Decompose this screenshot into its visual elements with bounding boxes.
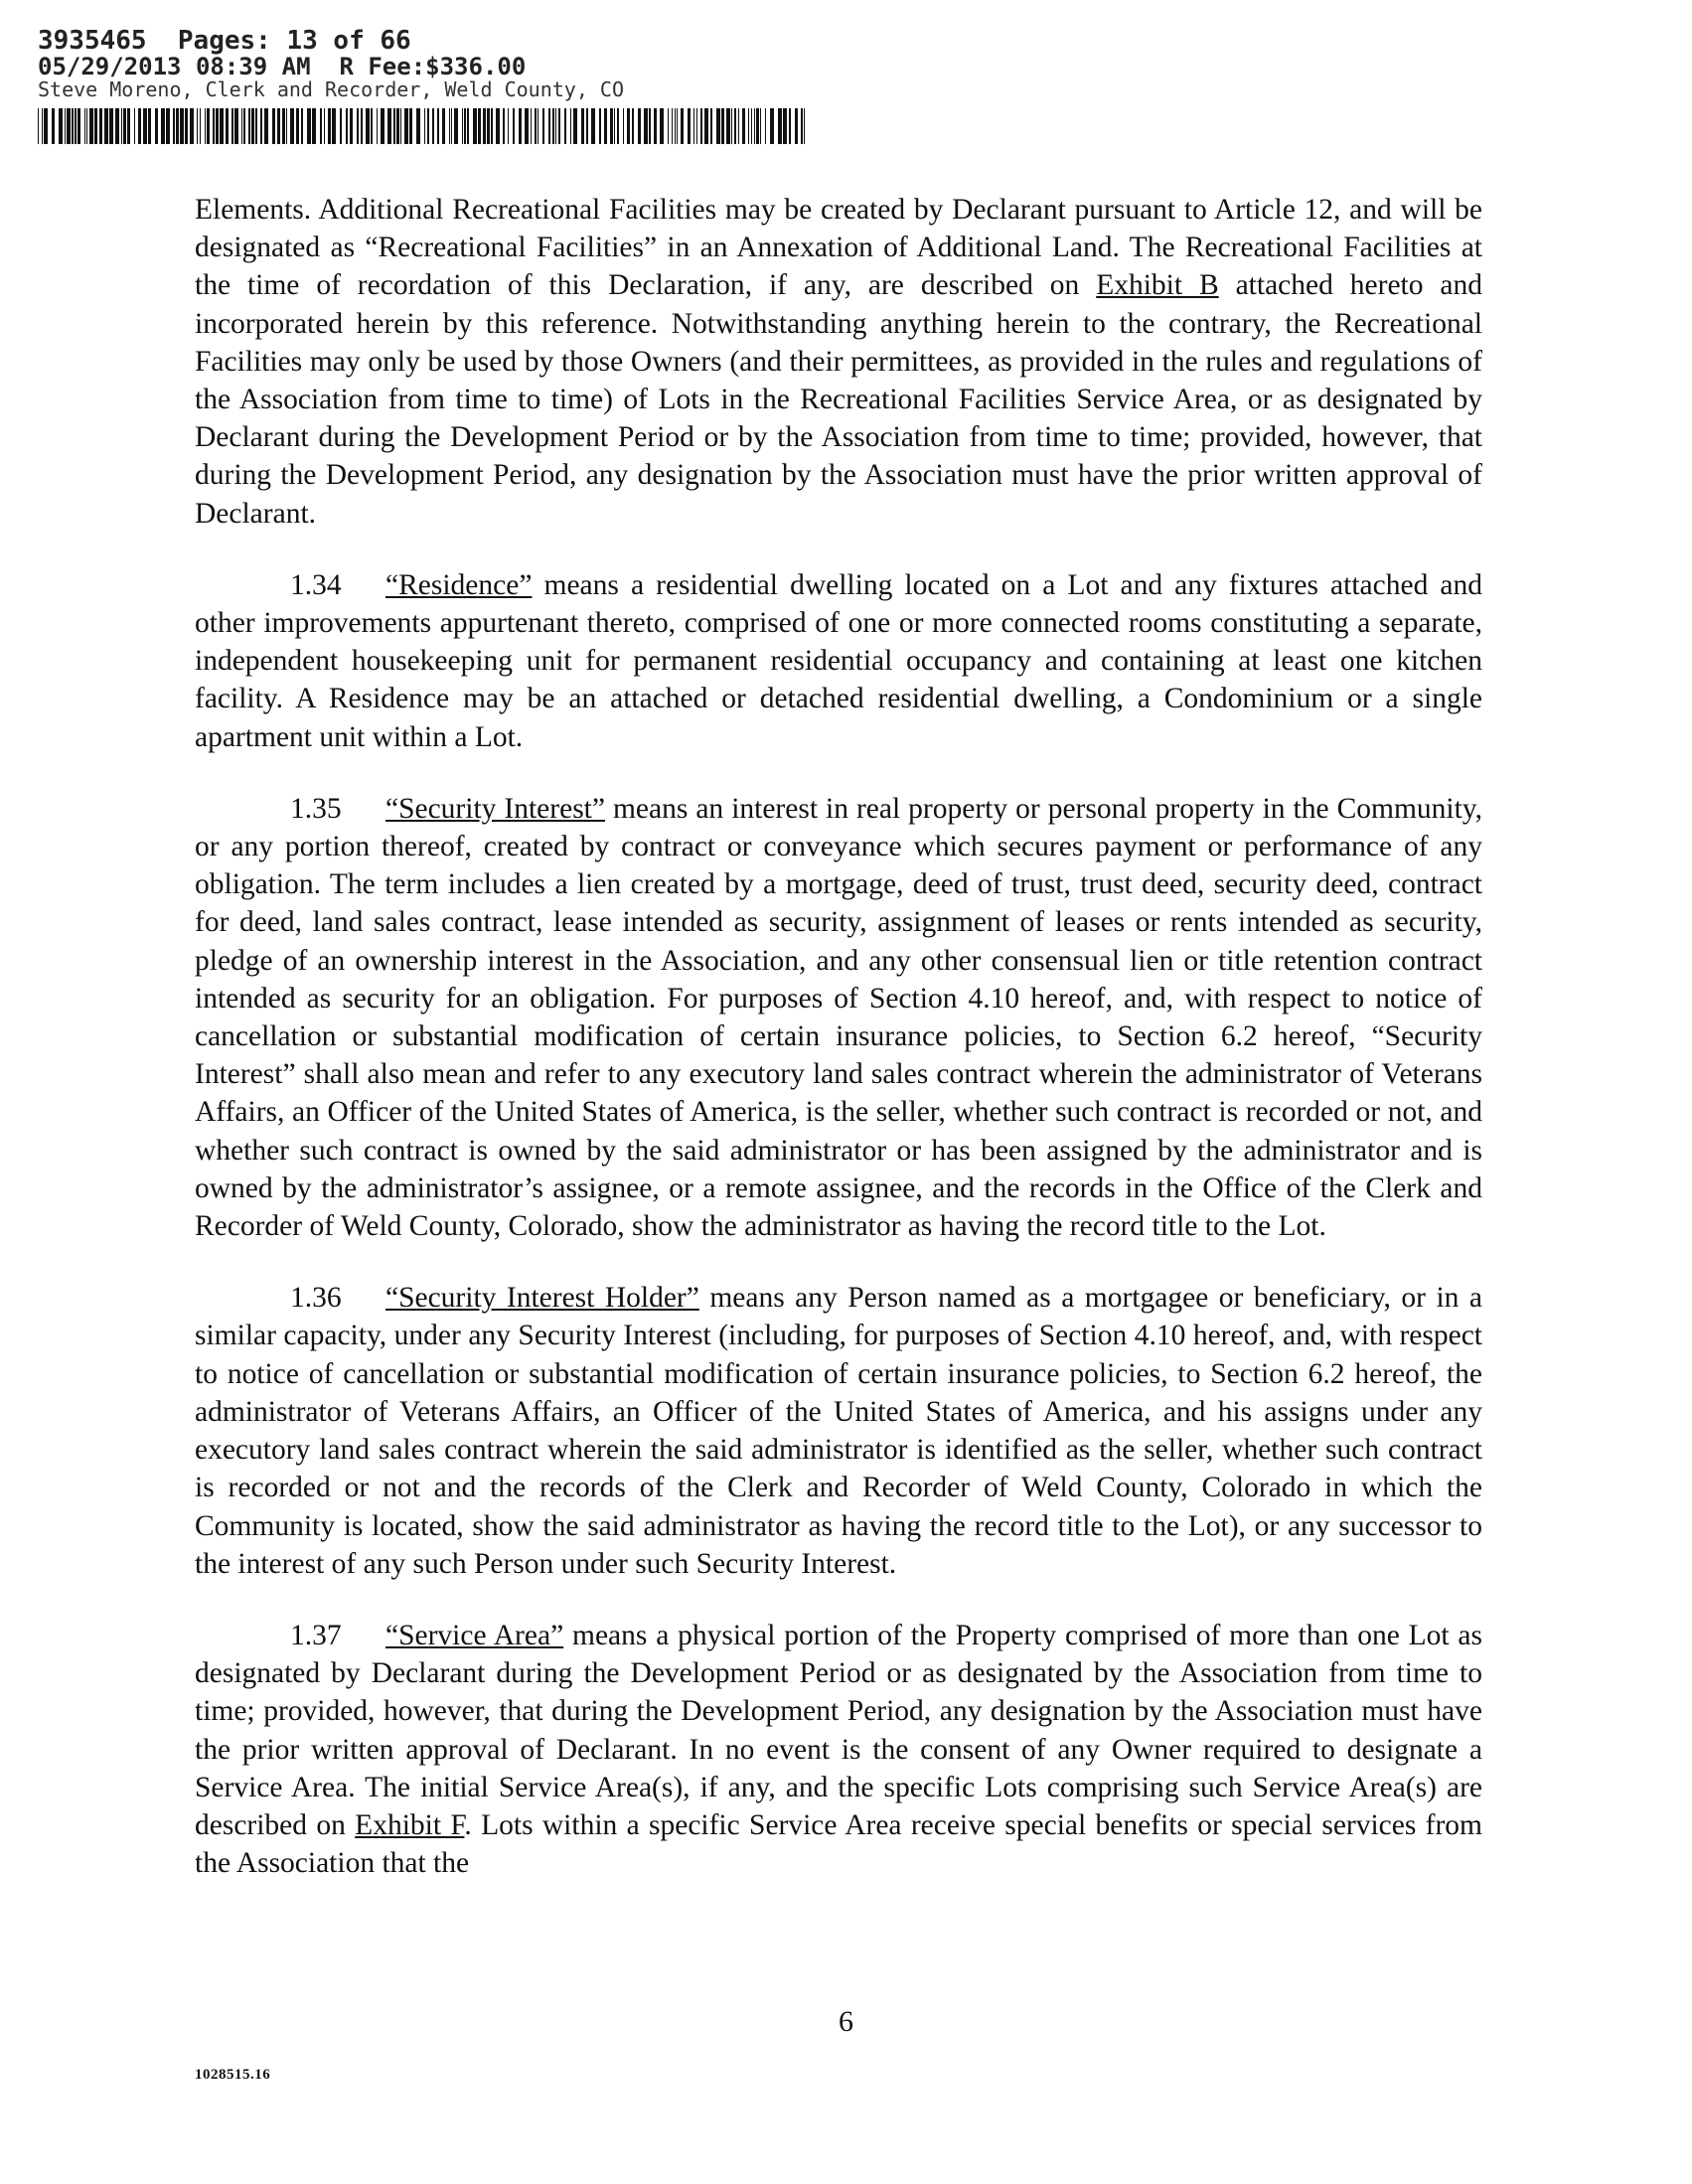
section-1-37 xyxy=(195,1617,1482,1882)
barcode-bar xyxy=(260,108,262,144)
barcode-bar xyxy=(234,108,238,144)
barcode-bar xyxy=(604,108,607,144)
barcode-bar xyxy=(127,108,130,144)
barcode-bar xyxy=(734,108,736,144)
barcode-bar xyxy=(558,108,560,144)
barcode-bar xyxy=(564,108,566,144)
barcode-bar xyxy=(328,108,331,144)
barcode-bar xyxy=(591,108,595,144)
barcode-bar xyxy=(282,108,285,144)
barcode-bar xyxy=(123,108,126,144)
recording-date-time: 05/29/2013 08:39 AM xyxy=(38,53,311,81)
barcode-bar xyxy=(264,108,268,144)
barcode-bar xyxy=(632,108,634,144)
barcode-bar xyxy=(770,108,774,144)
barcode-bar xyxy=(610,108,613,144)
barcode-bar xyxy=(42,108,43,144)
barcode-bar xyxy=(312,108,316,144)
barcode-bar xyxy=(371,108,373,144)
barcode-bar xyxy=(437,108,439,144)
section-1-34 xyxy=(195,566,1482,756)
barcode-bar xyxy=(552,108,554,144)
barcode-bar xyxy=(542,108,544,144)
barcode-bar xyxy=(599,108,601,144)
barcode-bar xyxy=(38,108,39,144)
barcode-bar xyxy=(716,108,720,144)
section-1-35 xyxy=(195,790,1482,1245)
recording-stamp xyxy=(38,28,793,144)
barcode-bar xyxy=(393,108,395,144)
barcode-bar xyxy=(404,108,408,144)
section-1-36 xyxy=(195,1279,1482,1583)
barcode-bar xyxy=(296,108,299,144)
barcode-bar xyxy=(801,108,803,144)
barcode-bar xyxy=(555,108,556,144)
barcode-bar xyxy=(67,108,71,144)
section-number: 1.34 xyxy=(290,568,342,601)
barcode-bar xyxy=(696,108,697,144)
barcode-bar xyxy=(307,108,311,144)
barcode-bar xyxy=(220,108,224,144)
barcode-bar xyxy=(241,108,242,144)
barcode-bar xyxy=(677,108,678,144)
barcode-bar xyxy=(573,108,577,144)
barcode-bar xyxy=(213,108,215,144)
barcode-bar xyxy=(491,108,493,144)
barcode-bar xyxy=(200,108,201,144)
barcode-bar xyxy=(138,108,141,144)
barcode-bar xyxy=(396,108,399,144)
definition-text: means a physical portion of the Property comprised of more than one Lot as designated by Declarant during the Development Period or as designated by the Association from time to time; provided, however, that during the Development Period, any designation by the Association must have the prior written approval of Declarant. In no event is the consent of any Owner required to designate a Service Area. The initial Service Area(s), if any, and the specific Lots comprising such Service Area(s) are described on xyxy=(195,1619,1482,1841)
barcode-bar xyxy=(508,108,509,144)
barcode-bar xyxy=(248,108,250,144)
recording-fee: R Fee:$336.00 xyxy=(339,53,527,81)
document-body xyxy=(195,191,1482,1916)
intro-paragraph xyxy=(195,191,1482,533)
barcode-image xyxy=(38,108,813,144)
defined-term: “Security Interest” xyxy=(385,792,605,825)
barcode-bar xyxy=(478,108,481,144)
defined-term: “Residence” xyxy=(385,568,533,601)
barcode-bar xyxy=(143,108,147,144)
barcode-bar xyxy=(704,108,708,144)
barcode-bar xyxy=(754,108,755,144)
barcode-bar xyxy=(173,108,175,144)
barcode-bar xyxy=(586,108,588,144)
barcode-bar xyxy=(231,108,233,144)
barcode-bar xyxy=(89,108,93,144)
barcode-bar xyxy=(525,108,529,144)
reception-number: 3935465 xyxy=(38,26,147,56)
definition-text: means an interest in real property or personal property in the Community, or any portion thereof, created by contract or conveyance which secures payment or performance of any obligation. The term includes a lien created by a mortgage, deed of trust, trust deed, security deed, contract for deed, land sales contract, lease intended as security, assignment of leases or rents intended as security, pledge of an ownership interest in the Association, and any other consensual lien or title retention contract intended as security for an obligation. For purposes of Section 4.10 hereof, and, with respect to notice of cancellation or substantial modification of certain insurance policies, to Section 6.2 hereof, “Security Interest” shall also mean and refer to any executory land sales contract wherein the administrator of Veterans Affairs, an Officer of the United States of America, is the seller, whether such contract is recorded or not, and whether such contract is owned by the said administrator or has been assigned by the administrator and is owned by the administrator’s assignee, or a remote assignee, and the records in the Office of the Clerk and Recorder of Weld County, Colorado, show the administrator as having the record title to the Lot. xyxy=(195,792,1483,1243)
barcode-bar xyxy=(751,108,752,144)
barcode-bar xyxy=(473,108,477,144)
barcode-bar xyxy=(756,108,759,144)
barcode-bar xyxy=(377,108,378,144)
barcode-bar xyxy=(161,108,165,144)
barcode-bar xyxy=(449,108,450,144)
barcode-bar xyxy=(277,108,280,144)
barcode-bar xyxy=(286,108,287,144)
barcode-bar xyxy=(77,108,80,144)
barcode-bar xyxy=(688,108,691,144)
barcode-bar xyxy=(243,108,245,144)
barcode-bar xyxy=(531,108,532,144)
barcode-bar xyxy=(464,108,466,144)
barcode-bar xyxy=(778,108,782,144)
barcode-bar xyxy=(121,108,122,144)
barcode-bar xyxy=(84,108,85,144)
barcode-bar xyxy=(115,108,119,144)
barcode-bar xyxy=(94,108,97,144)
barcode-bar xyxy=(361,108,363,144)
barcode-bar xyxy=(783,108,787,144)
barcode-bar xyxy=(251,108,254,144)
barcode-bar xyxy=(301,108,303,144)
barcode-bar xyxy=(765,108,766,144)
barcode-bar xyxy=(185,108,188,144)
barcode-bar xyxy=(738,108,739,144)
recorder-name: Steve Moreno, Clerk and Recorder, Weld County, CO xyxy=(38,78,625,102)
barcode-bar xyxy=(513,108,515,144)
barcode-bar xyxy=(427,108,429,144)
barcode-bar xyxy=(148,108,151,144)
barcode-bar xyxy=(454,108,458,144)
definition-text: means a residential dwelling located on a Lot and any fixtures attached and other improvements appurtenant thereto, comprised of one or more connected rooms constituting a separate, independent housekeeping unit for permanent residential occupancy and containing at least one kitchen facility. A Residence may be an attached or detached residential dwelling, a Condominium or a single apartment unit within a Lot. xyxy=(195,568,1482,753)
defined-term: “Security Interest Holder” xyxy=(385,1282,699,1315)
barcode-bar xyxy=(332,108,336,144)
barcode-bar xyxy=(627,108,630,144)
barcode-bar xyxy=(503,108,505,144)
barcode-bar xyxy=(638,108,641,144)
barcode-bar xyxy=(660,108,664,144)
definition-text-continued: . Lots within a specific Service Area receive special benefits or special services from the Association that the xyxy=(195,1808,1483,1880)
barcode-bar xyxy=(340,108,342,144)
stamp-date-line xyxy=(38,55,793,79)
barcode-bar xyxy=(570,108,571,144)
section-number: 1.35 xyxy=(290,792,342,825)
barcode-bar xyxy=(381,108,385,144)
barcode-bar xyxy=(535,108,537,144)
barcode-bar xyxy=(134,108,135,144)
barcode-bar xyxy=(176,108,179,144)
barcode-bar xyxy=(357,108,359,144)
barcode-bar xyxy=(320,108,322,144)
page-number: 6 xyxy=(839,2005,853,2038)
barcode-bar xyxy=(350,108,353,144)
barcode-bar xyxy=(649,108,651,144)
barcode-bar xyxy=(44,108,48,144)
intro-text-part1: Elements. Additional Recreational Facilities may be created by Declarant pursuant to Article 12, and will be designated as “Recreational Facilities” in an Annexation of Additional Land. The Recreational Facilities at the time of recordation of this Declaration, if any, are described on xyxy=(195,194,1482,302)
barcode-bar xyxy=(99,108,102,144)
barcode-bar xyxy=(416,108,420,144)
barcode-bar xyxy=(693,108,694,144)
barcode-bar xyxy=(190,108,194,144)
barcode-bar xyxy=(681,108,684,144)
defined-term: “Service Area” xyxy=(385,1619,564,1651)
section-number: 1.36 xyxy=(290,1282,342,1315)
barcode-bar xyxy=(366,108,370,144)
barcode-bar xyxy=(75,108,77,144)
exhibit-b-reference: Exhibit B xyxy=(1096,269,1219,302)
barcode-bar xyxy=(72,108,74,144)
exhibit-f-reference: Exhibit F xyxy=(355,1808,465,1841)
barcode-bar xyxy=(387,108,391,144)
barcode-bar xyxy=(197,108,198,144)
barcode-bar xyxy=(742,108,745,144)
barcode-bar xyxy=(487,108,490,144)
barcode-bar xyxy=(226,108,229,144)
barcode-bar xyxy=(581,108,584,144)
barcode-bar xyxy=(804,108,805,144)
definition-text: means any Person named as a mortgagee or beneficiary, or in a similar capacity, under any Security Interest (including, for purposes of Section 4.10 hereof, and, with respect to notice of cancellation or substantial modification of certain insurance policies, to Section 6.2 hereof, the administrator of Veterans Affairs, an Officer of the United States of America, and his assigns under any executory land sales contract wherein the said administrator is identified as the seller, whether such contract is recorded or not and the records of the Clerk and Recorder of Weld County, Colorado in which the Community is located, show the said administrator as having the record title to the Lot), or any successor to the interest of any such Person under such Security Interest. xyxy=(195,1282,1482,1580)
section-number: 1.37 xyxy=(290,1619,342,1651)
barcode-bar xyxy=(519,108,522,144)
barcode-bar xyxy=(86,108,87,144)
barcode-bar xyxy=(748,108,749,144)
barcode-bar xyxy=(400,108,401,144)
barcode-bar xyxy=(644,108,648,144)
barcode-bar xyxy=(726,108,730,144)
barcode-bar xyxy=(65,108,66,144)
barcode-bar xyxy=(617,108,619,144)
pages-label: Pages: xyxy=(177,26,271,56)
barcode-bar xyxy=(710,108,712,144)
barcode-bar xyxy=(272,108,275,144)
barcode-bar xyxy=(424,108,425,144)
barcode-bar xyxy=(109,108,113,144)
barcode-bar xyxy=(795,108,798,144)
barcode-bar xyxy=(409,108,412,144)
barcode-bar xyxy=(668,108,669,144)
barcode-bar xyxy=(548,108,550,144)
barcode-bar xyxy=(216,108,219,144)
barcode-bar xyxy=(760,108,761,144)
intro-text-part2: attached hereto and incorporated herein by this reference. Notwithstanding anything herein to the contrary, the Recreational Facilities may only be used by those Owners (and their permittees, as provided in the rules and regulations of the Association from time to time) of Lots in the Recreational Facilities Service Area, or as designated by Declarant during the Development Period or by the Association from time to time; provided, however, that during the Development Period, any designation by the Association must have the prior written approval of Declarant. xyxy=(195,269,1483,530)
barcode-bar xyxy=(721,108,724,144)
barcode-bar xyxy=(700,108,702,144)
barcode-bar xyxy=(52,108,55,144)
barcode-bar xyxy=(205,108,206,144)
barcode-bar xyxy=(672,108,673,144)
barcode-bar xyxy=(789,108,791,144)
barcode-bar xyxy=(324,108,325,144)
barcode-bar xyxy=(155,108,158,144)
barcode-bar xyxy=(180,108,184,144)
barcode-bar xyxy=(731,108,732,144)
barcode-bar xyxy=(207,108,210,144)
barcode-bar xyxy=(290,108,294,144)
barcode-bar xyxy=(432,108,434,144)
barcode-bar xyxy=(346,108,348,144)
barcode-bar xyxy=(654,108,657,144)
barcode-bar xyxy=(59,108,63,144)
barcode-bar xyxy=(467,108,469,144)
barcode-bar xyxy=(166,108,170,144)
pages-value: 13 of 66 xyxy=(286,26,411,56)
barcode-bar xyxy=(496,108,500,144)
barcode-bar xyxy=(442,108,445,144)
barcode-bar xyxy=(451,108,452,144)
barcode-bar xyxy=(675,108,676,144)
document-id: 1028515.16 xyxy=(195,2067,271,2083)
barcode-bar xyxy=(623,108,624,144)
barcode-bar xyxy=(462,108,463,144)
barcode-bar xyxy=(104,108,108,144)
barcode-bar xyxy=(255,108,257,144)
stamp-reception-line xyxy=(38,28,793,55)
barcode-bar xyxy=(483,108,486,144)
barcode-bar xyxy=(614,108,615,144)
